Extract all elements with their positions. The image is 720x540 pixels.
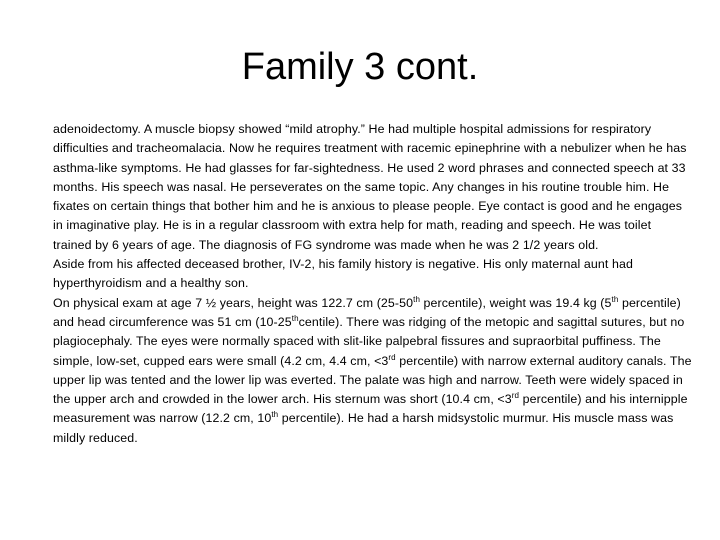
exam-text-4: centile). There was ridging of the metopic and sagittal sutures, but no plagiocephaly. The eyes were normally spaced with slit-like palpebral fissures and supraorbital puffiness. The simple, low-set, cupped ears were small (4.2 cm, 4.4 cm, <3 [53,314,685,368]
exam-text-6: percentile) and his internipple measurement was narrow (12.2 cm, 10 [53,392,688,426]
slide-title: Family 3 cont. [241,46,479,88]
ordinal-suffix: th [291,313,299,323]
exam-text-7: percentile). He had a harsh midsystolic murmur. His muscle mass was mildly reduced. [53,411,674,445]
paragraph-family-history: Aside from his affected deceased brother, IV-2, his family history is negative. His only maternal aunt had hyperthyroidism and a healthy son. [53,257,633,291]
paragraph-physical-exam [53,294,693,448]
ordinal-suffix: rd [388,352,396,362]
exam-text-2: percentile), weight was 19.4 kg (5 [420,295,612,310]
ordinal-suffix: th [611,294,619,304]
ordinal-suffix: th [271,410,279,420]
slide-body [53,120,693,448]
exam-text-3: percentile) and head circumference was 51 cm (10-25 [53,295,681,329]
ordinal-suffix: th [413,294,420,304]
exam-text-1: On physical exam at age 7 ½ years, height was 122.7 cm (25-50 [53,295,414,310]
paragraph-history: adenoidectomy. A muscle biopsy showed “mild atrophy.” He had multiple hospital admissions for respiratory difficulties and tracheomalacia. Now he requires treatment with racemic epinephrine with a nebulizer when he has asthma-like symptoms. He had glasses for far-sightedness. He used 2 word phrases and connected speech at 33 months. His speech was nasal. He perseverates on the same topic. Any changes in his routine trouble him. He fixates on certain things that bother him and he is anxious to please people. Eye contact is good and he engages in imaginative play. He is in a regular classroom with extra help for math, reading and speech. He was toilet trained by 6 years of age. The diagnosis of FG syndrome was made when he was 2 1/2 years old. [53,122,687,252]
ordinal-suffix: rd [511,391,520,401]
exam-text-5: percentile) with narrow external auditory canals. The upper lip was tented and the lower lip was everted. The palate was high and narrow. Teeth were widely spaced in the upper arch and crowded in the lower arch. His sternum was short (10.4 cm, <3 [53,353,692,407]
